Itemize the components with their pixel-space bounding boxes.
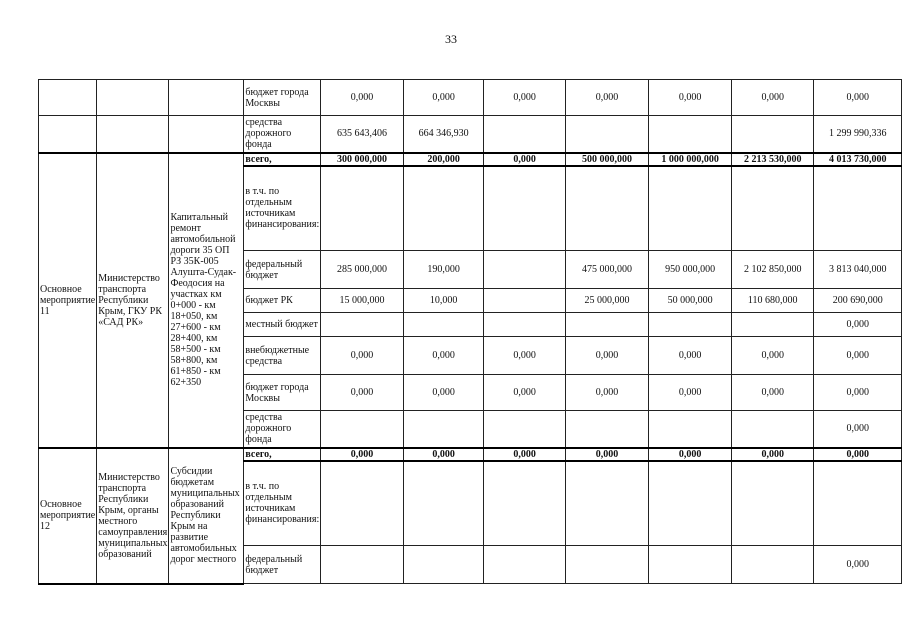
value-cell: 0,000 (484, 337, 565, 375)
value-cell: 0,000 (565, 337, 649, 375)
value-cell: 0,000 (484, 153, 565, 166)
value-cell: 0,000 (565, 375, 649, 411)
value-cell (649, 313, 732, 337)
value-cell: 0,000 (814, 313, 902, 337)
value-cell: 15 000,000 (321, 289, 404, 313)
value-cell: 285 000,000 (321, 251, 404, 289)
value-cell (403, 461, 484, 546)
value-cell: 0,000 (403, 80, 484, 116)
value-cell: 0,000 (321, 375, 404, 411)
value-cell: 300 000,000 (321, 153, 404, 166)
measure-description: Субсидии бюджетам муниципальных образований Республики Крым на развитие автомобильных дорог местного (169, 448, 244, 584)
value-cell (565, 313, 649, 337)
value-cell: 0,000 (814, 375, 902, 411)
value-cell: 1 299 990,336 (814, 116, 902, 153)
value-cell (484, 166, 565, 251)
source-cell: местный бюджет (244, 313, 321, 337)
value-cell: 0,000 (649, 80, 732, 116)
value-cell: 0,000 (814, 337, 902, 375)
value-cell: 0,000 (484, 375, 565, 411)
value-cell (649, 166, 732, 251)
value-cell (484, 411, 565, 448)
value-cell (649, 411, 732, 448)
value-cell: 0,000 (731, 337, 814, 375)
value-cell (565, 116, 649, 153)
value-cell: 190,000 (403, 251, 484, 289)
description-cell (169, 80, 244, 116)
value-cell (403, 313, 484, 337)
value-cell (565, 166, 649, 251)
value-cell: 0,000 (403, 448, 484, 461)
value-cell: 110 680,000 (731, 289, 814, 313)
value-cell: 0,000 (321, 80, 404, 116)
table-row (39, 80, 902, 116)
value-cell: 0,000 (649, 375, 732, 411)
source-cell: средства дорожного фонда (244, 411, 321, 448)
measure-name: Основное мероприятие 11 (39, 153, 97, 448)
source-cell: бюджет РК (244, 289, 321, 313)
value-cell: 2 102 850,000 (731, 251, 814, 289)
value-cell: 200,000 (403, 153, 484, 166)
table-row-total (39, 153, 902, 166)
value-cell (484, 546, 565, 584)
value-cell (731, 546, 814, 584)
value-cell (484, 461, 565, 546)
value-cell: 0,000 (731, 448, 814, 461)
value-cell: 10,000 (403, 289, 484, 313)
value-cell (403, 546, 484, 584)
value-cell (731, 313, 814, 337)
executor-name: Министерство транспорта Республики Крым, ГКУ РК «САД РК» (97, 153, 169, 448)
value-cell (814, 166, 902, 251)
value-cell: 500 000,000 (565, 153, 649, 166)
value-cell: 0,000 (814, 546, 902, 584)
page-number: 33 (445, 32, 457, 46)
value-cell (649, 461, 732, 546)
value-cell: 3 813 040,000 (814, 251, 902, 289)
value-cell: 0,000 (649, 337, 732, 375)
source-cell: в т.ч. по отдельным источникам финансирования: (244, 461, 321, 546)
value-cell: 0,000 (814, 80, 902, 116)
executor-cell (97, 80, 169, 116)
value-cell (731, 411, 814, 448)
value-cell (321, 166, 404, 251)
source-cell: средства дорожного фонда (244, 116, 321, 153)
table-row-total (39, 448, 902, 461)
value-cell (649, 116, 732, 153)
value-cell: 475 000,000 (565, 251, 649, 289)
value-cell (649, 546, 732, 584)
value-cell: 0,000 (565, 80, 649, 116)
value-cell (484, 116, 565, 153)
measure-cell (39, 80, 97, 116)
value-cell: 0,000 (731, 375, 814, 411)
value-cell (403, 166, 484, 251)
value-cell: 50 000,000 (649, 289, 732, 313)
executor-cell (97, 116, 169, 153)
measure-description: Капитальный ремонт автомобильной дороги 35 ОП РЗ 35К-005 Алушта-Судак-Феодосия на участках км 0+000 - км 18+050, км 27+600 - км 28+400, км 58+500 - км 58+800, км 61+850 - км 62+350 (169, 153, 244, 448)
value-cell: 0,000 (321, 448, 404, 461)
value-cell: 0,000 (814, 448, 902, 461)
source-cell: бюджет города Москвы (244, 375, 321, 411)
value-cell (484, 251, 565, 289)
value-cell (565, 546, 649, 584)
value-cell: 635 643,406 (321, 116, 404, 153)
value-cell: 0,000 (403, 375, 484, 411)
value-cell: 0,000 (484, 80, 565, 116)
value-cell (731, 116, 814, 153)
value-cell: 4 013 730,000 (814, 153, 902, 166)
value-cell: 1 000 000,000 (649, 153, 732, 166)
value-cell: 0,000 (649, 448, 732, 461)
source-cell: федеральный бюджет (244, 251, 321, 289)
value-cell: 0,000 (565, 448, 649, 461)
value-cell (731, 461, 814, 546)
value-cell (814, 461, 902, 546)
value-cell (731, 166, 814, 251)
value-cell (403, 411, 484, 448)
value-cell: 0,000 (321, 337, 404, 375)
source-cell: всего, (244, 153, 321, 166)
description-cell (169, 116, 244, 153)
measure-cell (39, 116, 97, 153)
source-cell: всего, (244, 448, 321, 461)
value-cell: 0,000 (731, 80, 814, 116)
value-cell: 664 346,930 (403, 116, 484, 153)
value-cell (321, 461, 404, 546)
source-cell: внебюджетные средства (244, 337, 321, 375)
value-cell (565, 461, 649, 546)
financing-table (38, 79, 902, 585)
value-cell (484, 289, 565, 313)
value-cell: 0,000 (814, 411, 902, 448)
value-cell (321, 411, 404, 448)
value-cell: 200 690,000 (814, 289, 902, 313)
value-cell: 950 000,000 (649, 251, 732, 289)
value-cell: 2 213 530,000 (731, 153, 814, 166)
source-cell: в т.ч. по отдельным источникам финансирования: (244, 166, 321, 251)
executor-name: Министерство транспорта Республики Крым, органы местного самоуправления муниципальных образований (97, 448, 169, 584)
value-cell: 25 000,000 (565, 289, 649, 313)
measure-name: Основное мероприятие 12 (39, 448, 97, 584)
source-cell: бюджет города Москвы (244, 80, 321, 116)
value-cell (321, 313, 404, 337)
value-cell (565, 411, 649, 448)
table-row (39, 116, 902, 153)
value-cell: 0,000 (403, 337, 484, 375)
value-cell (321, 546, 404, 584)
value-cell (484, 313, 565, 337)
value-cell: 0,000 (484, 448, 565, 461)
source-cell: федеральный бюджет (244, 546, 321, 584)
